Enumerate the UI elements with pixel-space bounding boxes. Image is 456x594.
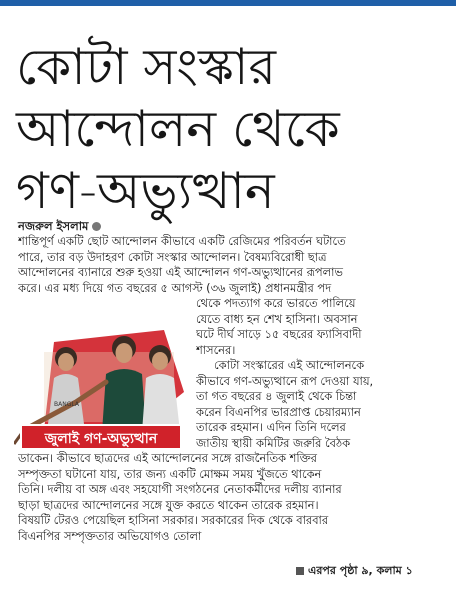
text-line: আন্দোলনের ব্যানারে শুরু হওয়া এই আন্দোলন গণ-অভ্যুত্থানের রূপলাভ (18, 265, 343, 279)
article-block-1 (18, 234, 442, 296)
continuation-note (296, 562, 413, 581)
text-line: কোটা সংস্কারের এই আন্দোলনকে (214, 358, 365, 372)
text-line: তা গত বছরের ৪ জুলাই থেকে চিন্তা (196, 389, 357, 403)
text-line: ছাড়া ছাত্রদের আন্দোলনের সঙ্গে যুক্ত করতে থাকেন তারেক রহমান। (18, 497, 319, 512)
svg-text:BANGLA: BANGLA (54, 401, 79, 408)
text-line: বিষয়টি টেরও পেয়েছিল হাসিনা সরকার। সরকারের দিক থেকে বারবার (18, 513, 329, 527)
author-name: নজরুল ইসলাম (18, 219, 89, 233)
text-line: বিএনপির সম্পৃক্ততার অভিযোগও তোলা (18, 528, 202, 543)
text-line: করেন বিএনপির ভারপ্রাপ্ত চেয়ারম্যান (196, 404, 361, 419)
text-line: তিনি। দলীয় বা অঙ্গ এবং সহযোগী সংগঠনের নেতাকর্মীদের দলীয় ব্যানার (18, 482, 342, 496)
text-line: পারে, তার বড় উদাহরণ কোটা সংস্কার আন্দোলন। বৈষম্যবিরোধী ছাত্র (18, 249, 327, 264)
text-line: কীভাবে গণ-অভ্যুত্থানে রূপ দেওয়া যায়, (196, 373, 374, 388)
text-line: ঘটে দীর্ঘ সাড়ে ১৫ বছরের ফ্যাসিবাদী (196, 327, 362, 341)
headline-line-2: আন্দোলন থেকে (16, 100, 340, 158)
text-line: ডাকেন। কীভাবে ছাত্রদের এই আন্দোলনের সঙ্গে রাজনৈতিক শক্তির (18, 451, 317, 465)
text-line: করে। এর মধ্য দিয়ে গত বছরের ৫ আগস্ট (৩৬ জুলাই) প্রধানমন্ত্রীর পদ (18, 280, 332, 295)
text-line: থেকে পদত্যাগ করে ভারতে পালিয়ে (196, 296, 356, 310)
text-line: সম্পৃক্ততা ঘটানো যায়, তার জন্য একটি মোক্ষম সময় খুঁজতে থাকেন (18, 466, 322, 481)
text-line: শান্তিপূর্ণ একটি ছোট আন্দোলন কীভাবে একটি রেজিমের পরিবর্তন ঘটাতে (18, 234, 346, 248)
article-block-2 (196, 296, 442, 451)
headline (16, 36, 446, 222)
headline-line-1: কোটা সংস্কার (16, 38, 276, 96)
headline-line-3: গণ-অভ্যুত্থান (16, 162, 275, 220)
article-block-3 (18, 451, 442, 544)
text-line: যেতে বাধ্য হন শেখ হাসিনা। অবসান (196, 311, 358, 326)
bullet-dot-icon (92, 222, 101, 231)
top-color-bar (0, 0, 456, 6)
text-line: শাসনের। (196, 342, 236, 357)
text-line: তারেক রহমান। এদিন তিনি দলের (196, 420, 346, 434)
square-bullet-icon (296, 567, 304, 575)
text-line: জাতীয় স্থায়ী কমিটির জরুরি বৈঠক (196, 435, 351, 450)
image-caption: জুলাই গণ-অভ্যুত্থান (20, 424, 182, 450)
continuation-text: এরপর পৃষ্ঠা ৯, কলাম ১ (308, 564, 413, 577)
